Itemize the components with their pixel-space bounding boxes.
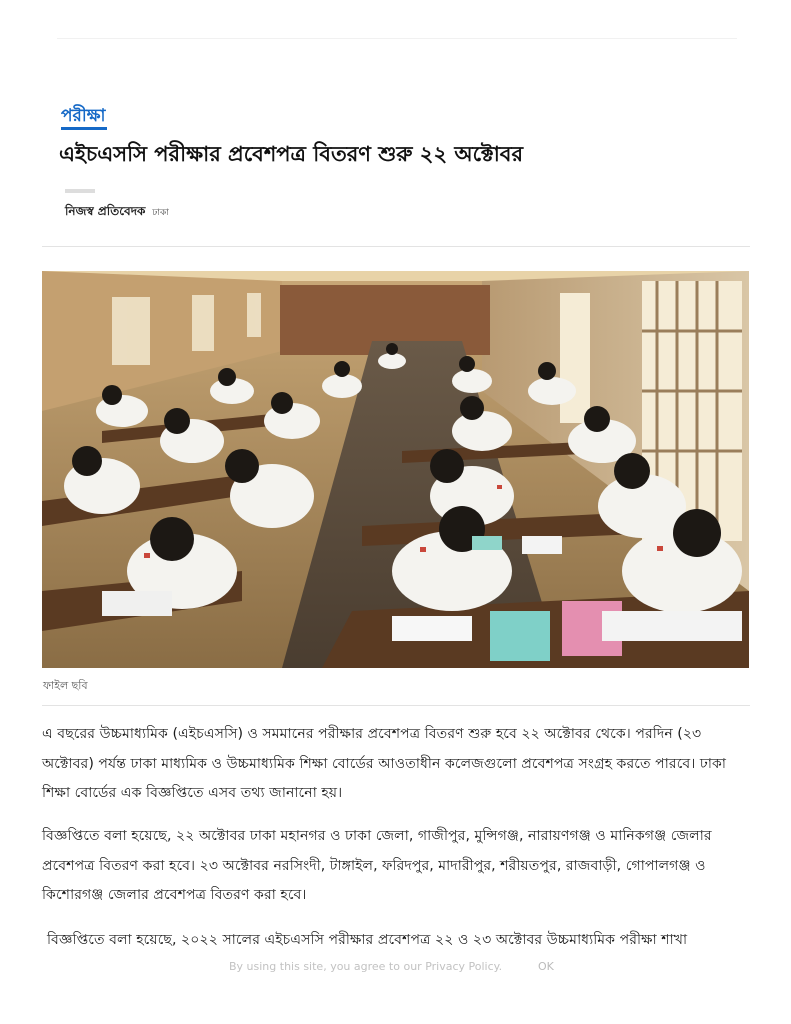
image-caption: ফাইল ছবি (43, 679, 88, 692)
article-photo (42, 271, 749, 668)
privacy-consent-bar (0, 948, 791, 1024)
author-divider (65, 189, 95, 193)
category-underline (61, 127, 107, 130)
article-headline: এইচএসসি পরীক্ষার প্রবেশপত্র বিতরণ শুরু ২২ অক্টোবর (59, 142, 524, 166)
author-name[interactable]: নিজস্ব প্রতিবেদক (65, 204, 146, 218)
caption-divider (42, 705, 750, 706)
consent-ok-button[interactable]: OK (538, 960, 554, 973)
article-paragraph-3: বিজ্ঞপ্তিতে বলা হয়েছে, ২০২২ সালের এইচএসসি পরীক্ষার প্রবেশপত্র ২২ ও ২৩ অক্টোবর উচ্চমাধ্যমিক পরীক্ষা শাখা (47, 932, 688, 948)
dateline-location: ঢাকা (152, 208, 169, 218)
privacy-consent-text: By using this site, you agree to our Privacy Policy. (229, 960, 503, 973)
category-link[interactable]: পরীক্ষা (61, 106, 106, 126)
article-paragraph-1: এ বছরের উচ্চমাধ্যমিক (এইচএসসি) ও সমমানের পরীক্ষার প্রবেশপত্র বিতরণ শুরু হবে ২২ অক্টোবর থেকে। পরদিন (২৩ অক্টোবর) পর্যন্ত ঢাকা মাধ্যমিক ও উচ্চমাধ্যমিক শিক্ষা বোর্ডের আওতাধীন কলেজগুলো প্রবেশপত্র সংগ্রহ করতে পারবে। ঢাকা শিক্ষা বোর্ডের এক বিজ্ঞপ্তিতে এসব তথ্য জানানো হয়। (42, 726, 727, 801)
byline (65, 203, 169, 223)
top-divider (57, 38, 737, 39)
article-paragraph-2: বিজ্ঞপ্তিতে বলা হয়েছে, ২২ অক্টোবর ঢাকা মহানগর ও ঢাকা জেলা, গাজীপুর, মুন্সিগঞ্জ, নারায়ণগঞ্জ ও মানিকগঞ্জ জেলার প্রবেশপত্র বিতরণ করা হবে। ২৩ অক্টোবর নরসিংদী, টাঙ্গাইল, ফরিদপুর, মাদারীপুর, শরীয়তপুর, রাজবাড়ী, গোপালগঞ্জ ও কিশোরগঞ্জ জেলার প্রবেশপত্র বিতরণ করা হবে। (42, 828, 712, 903)
header-divider (42, 246, 750, 247)
